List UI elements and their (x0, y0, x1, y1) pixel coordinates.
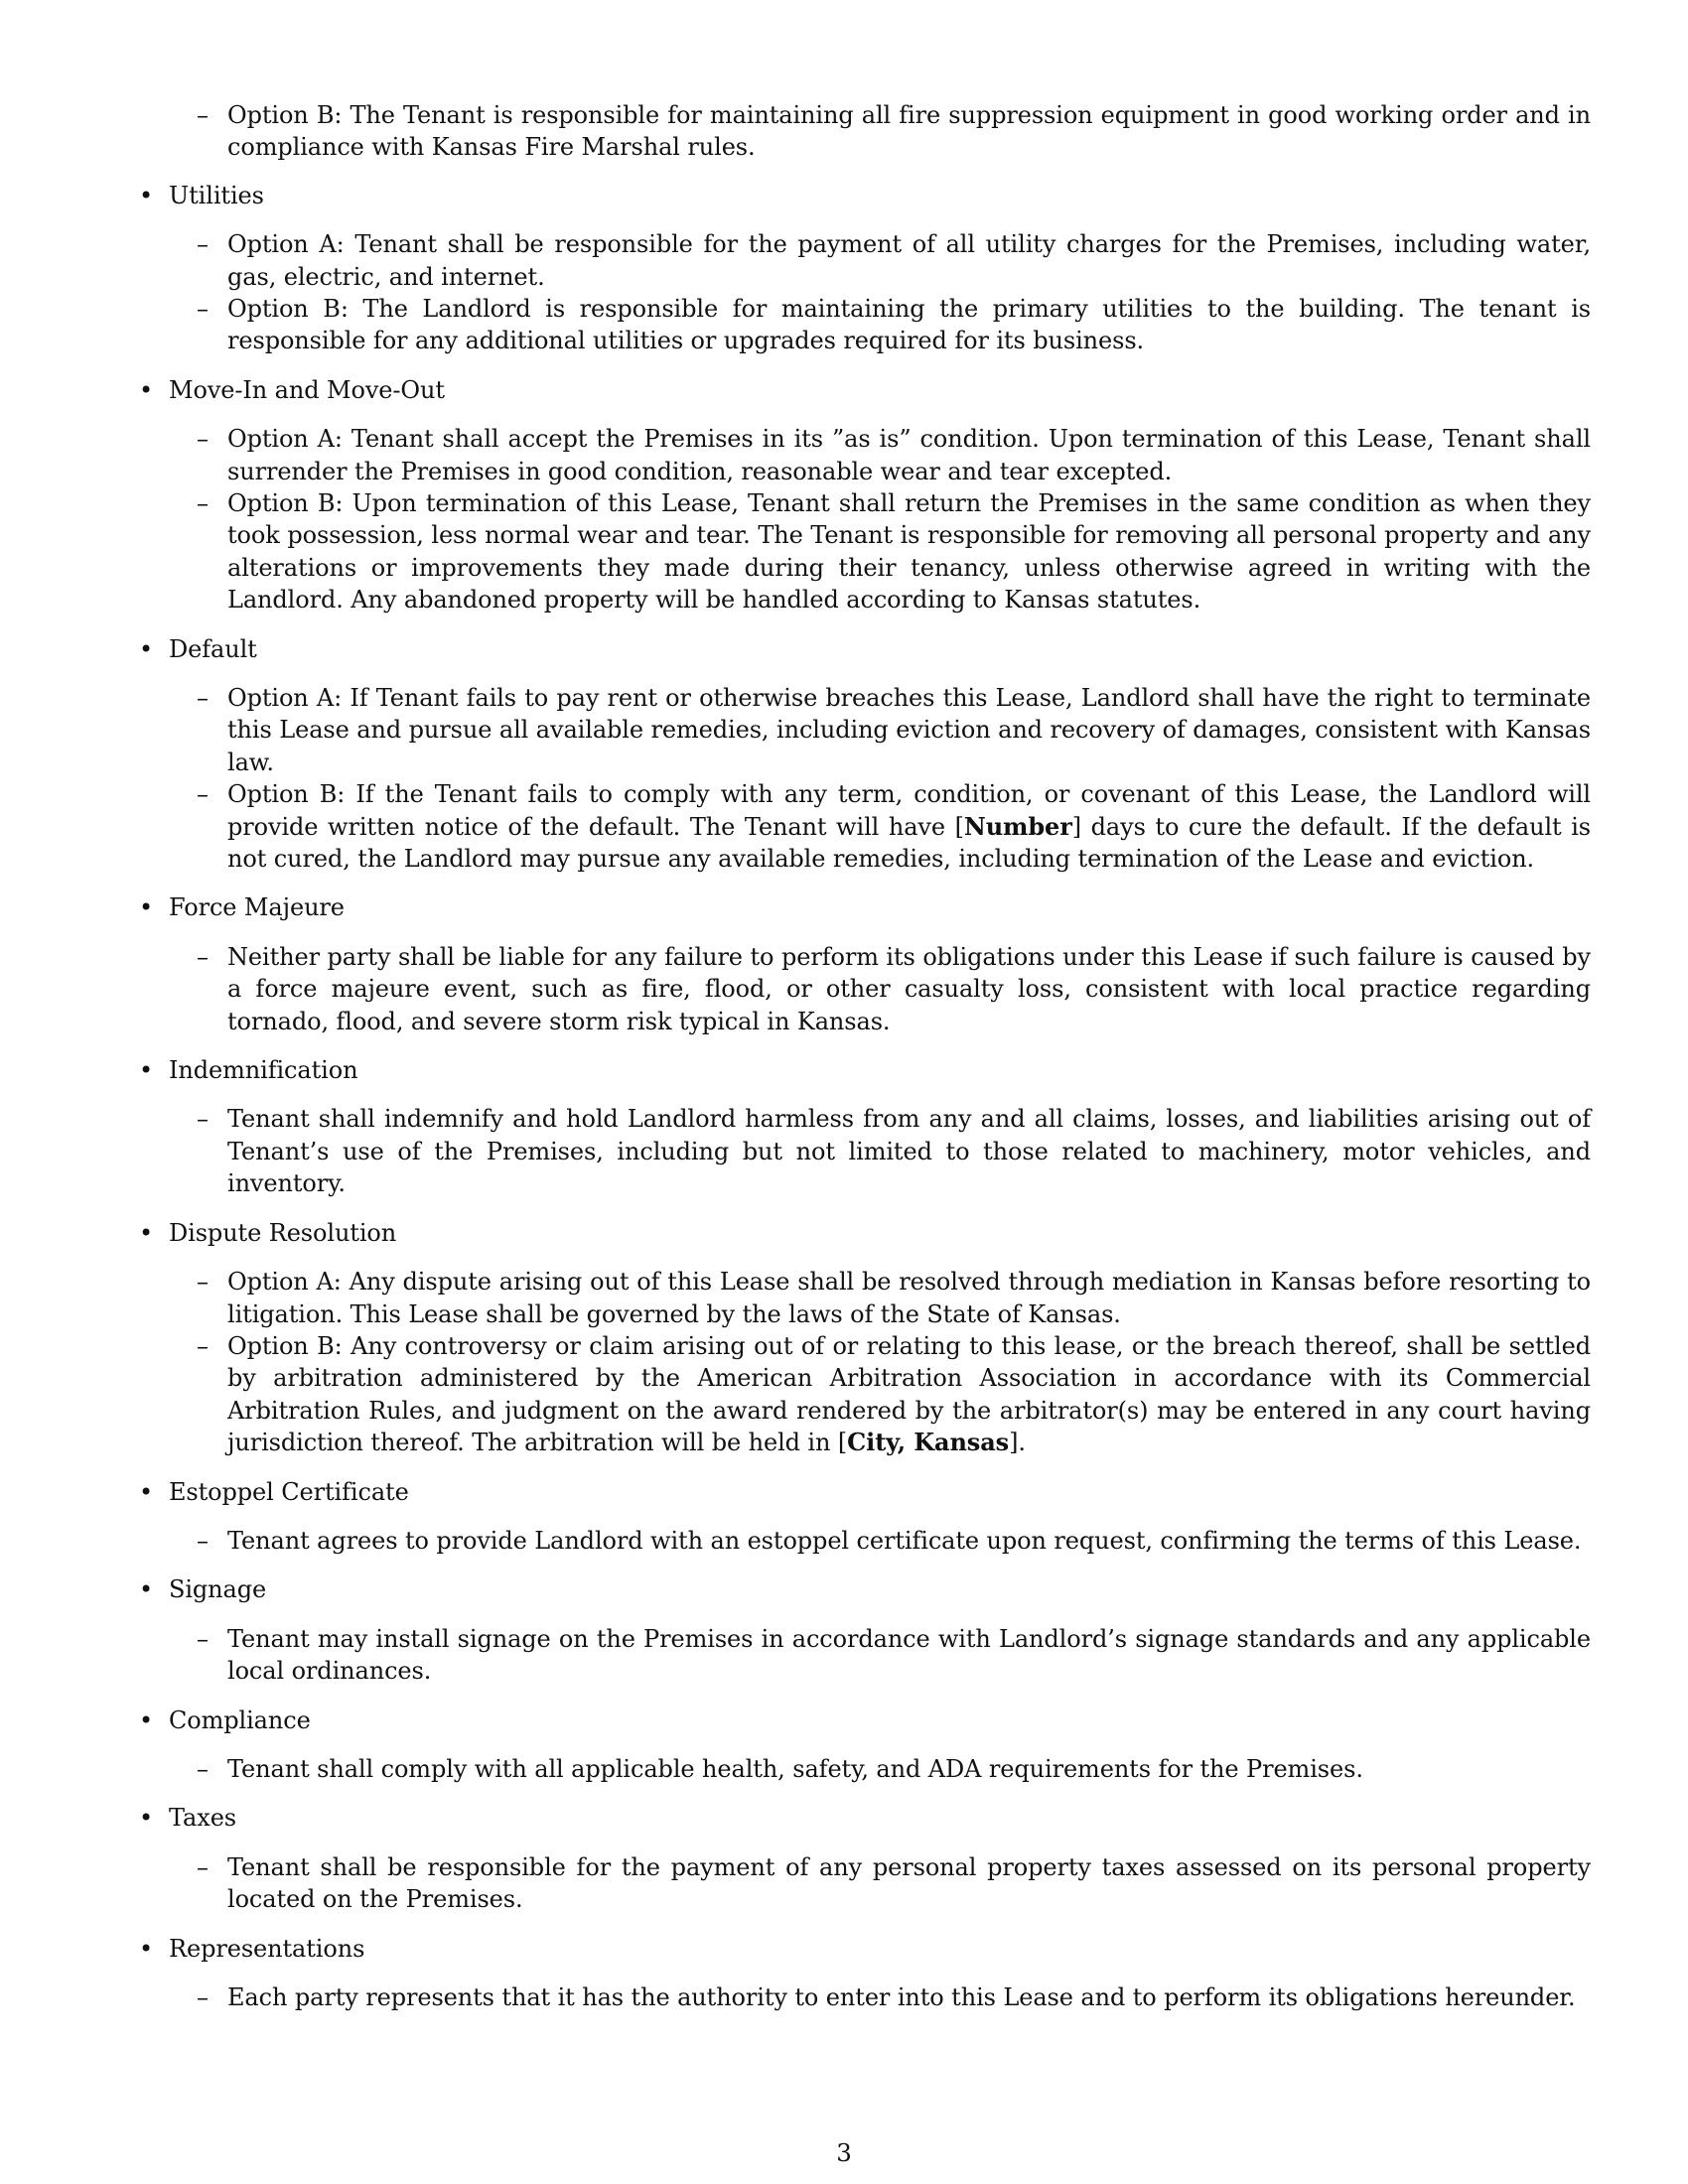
section-title: Force Majeure (169, 893, 345, 922)
bullet-marker: • (139, 1934, 154, 1963)
subitem-list (197, 1851, 1591, 1916)
dash-marker: – (197, 489, 209, 518)
subitem-text: Option A: Tenant shall be responsible for the payment of all utility charges for the Premises, including water, gas, electric, and internet. (227, 230, 1591, 291)
subitem-text: Each party represents that it has the authority to enter into this Lease and to perform its obligations hereunder. (227, 1982, 1576, 2011)
dash-marker: – (197, 101, 209, 129)
subitem-list (197, 1103, 1591, 1199)
section-estoppel-certificate (135, 1476, 1591, 1558)
section-title: Default (169, 634, 257, 663)
section-force-majeure (135, 891, 1591, 1037)
subitem-list (197, 1623, 1591, 1688)
subitem-text: ]. (1009, 1429, 1026, 1457)
subitem-text: Tenant shall indemnify and hold Landlord harmless from any and all claims, losses, and liabilities arising out of Tenant’s use of the Premises, including but not limited to those related to machinery, motor vehicles, and inventory. (227, 1105, 1591, 1198)
subitem-list (197, 1525, 1591, 1557)
subitem-list (197, 1266, 1591, 1458)
section-heading (135, 374, 1591, 406)
section-title: Representations (169, 1934, 365, 1963)
dash-marker: – (197, 684, 209, 713)
subitem-list (197, 682, 1592, 875)
section-dispute-resolution (135, 1217, 1591, 1459)
dash-marker: – (197, 1105, 209, 1134)
dash-marker: – (197, 1852, 209, 1881)
bullet-marker: • (139, 1477, 154, 1506)
section-title: Utilities (169, 181, 264, 209)
section-title: Indemnification (169, 1056, 358, 1085)
subitem (197, 778, 1592, 875)
section-representations (135, 1933, 1591, 2014)
subitem-text: Option A: Tenant shall accept the Premises in its ”as is” condition. Upon termination of this Lease, Tenant shall surrender the Premises in good condition, reasonable wear and tear excepted. (227, 425, 1591, 485)
section-title: Compliance (169, 1706, 311, 1734)
section-compliance (135, 1705, 1591, 1786)
subitem-text: Tenant agrees to provide Landlord with an estoppel certificate upon request, confirming the terms of this Lease. (227, 1526, 1582, 1555)
dash-marker: – (197, 230, 209, 259)
section-title: Taxes (169, 1804, 237, 1833)
subitem-text: Option A: Any dispute arising out of this Lease shall be resolved through mediation in Kansas before resorting to litigation. This Lease shall be governed by the laws of the State of Kansas. (227, 1268, 1591, 1328)
section-title: Signage (169, 1575, 267, 1604)
bullet-marker: • (139, 181, 154, 209)
subitem (197, 1851, 1591, 1916)
section-taxes (135, 1802, 1591, 1915)
subitem (197, 1330, 1591, 1459)
dash-marker: – (197, 1526, 209, 1555)
subitem (197, 682, 1591, 778)
dash-marker: – (197, 295, 209, 324)
subitem-text: Option A: If Tenant fails to pay rent or otherwise breaches this Lease, Landlord shall have the right to terminate this Lease and pursue all available remedies, including eviction and recovery of damages, consistent with Kansas law. (227, 684, 1591, 776)
lead-subitem (197, 99, 1591, 164)
dash-marker: – (197, 1754, 209, 1783)
section-utilities (135, 180, 1591, 357)
subitem-text: ] days to cure the default. If the default is not cured, the Landlord may pursue any available remedies, including termination of the Lease and eviction. (227, 812, 1592, 874)
subitem-list (197, 423, 1591, 615)
section-indemnification (135, 1054, 1591, 1200)
section-heading (135, 633, 1591, 665)
subitem-text: Option B: Any controversy or claim arising out of or relating to this lease, or the breach thereof, shall be settled by arbitration administered by the American Arbitration Association in accordance with its Commercial Arbitration Rules, and judgment on the award rendered by the arbitrator(s) may be entered in any court having jurisdiction thereof. The arbitration will be held in [ (227, 1331, 1591, 1457)
bullet-marker: • (139, 1218, 154, 1247)
section-heading (135, 1476, 1591, 1508)
subitem-text: Neither party shall be liable for any failure to perform its obligations under this Lease if such failure is caused by a force majeure event, such as fire, flood, or other casualty loss, consistent with local practice regarding tornado, flood, and severe storm risk typical in Kansas. (227, 942, 1591, 1035)
subitem (197, 293, 1591, 357)
subitem-list (197, 228, 1591, 357)
bullet-marker: • (139, 375, 154, 404)
section-heading (135, 1573, 1591, 1605)
subitem (197, 1623, 1591, 1688)
section-heading (135, 1933, 1591, 1965)
subitem (197, 487, 1591, 616)
section-heading (135, 1705, 1591, 1736)
section-signage (135, 1573, 1591, 1687)
section-list (135, 180, 1591, 2014)
subitem (197, 1525, 1591, 1557)
document-content (135, 99, 1591, 2030)
dash-marker: – (197, 1982, 209, 2011)
subitem (197, 1266, 1591, 1330)
placeholder-field: City, Kansas (847, 1428, 1010, 1457)
section-title: Dispute Resolution (169, 1218, 397, 1247)
dash-marker: – (197, 780, 209, 809)
subitem (197, 228, 1591, 293)
section-title: Estoppel Certificate (169, 1477, 409, 1506)
section-heading (135, 1054, 1591, 1086)
subitem-list (197, 1981, 1591, 2013)
bullet-marker: • (139, 634, 154, 663)
section-title: Move-In and Move-Out (169, 375, 445, 404)
subitem-text: Option B: If the Tenant fails to comply with any term, condition, or covenant of this Lease, the Landlord will provide written notice of the default. The Tenant will have [ (227, 780, 1591, 841)
section-heading (135, 891, 1591, 923)
page-number: 3 (836, 2138, 852, 2167)
dash-marker: – (197, 425, 209, 454)
subitem-list (197, 941, 1591, 1037)
section-heading (135, 1217, 1591, 1249)
bullet-marker: • (139, 1056, 154, 1085)
subitem (197, 941, 1591, 1037)
bullet-marker: • (139, 1575, 154, 1604)
dash-marker: – (197, 1268, 209, 1297)
subitem (197, 423, 1591, 487)
subitem (197, 1753, 1591, 1785)
subitem-text: Option B: The Landlord is responsible for maintaining the primary utilities to the building. The tenant is responsible for any additional utilities or upgrades required for its business. (227, 295, 1591, 355)
bullet-marker: • (139, 1706, 154, 1734)
lead-subitem-text: Option B: The Tenant is responsible for maintaining all fire suppression equipment in good working order and in compliance with Kansas Fire Marshal rules. (227, 101, 1591, 162)
placeholder-field: Number (963, 811, 1072, 841)
dash-marker: – (197, 1331, 209, 1360)
section-heading (135, 180, 1591, 211)
dash-marker: – (197, 942, 209, 971)
dash-marker: – (197, 1624, 209, 1653)
bullet-marker: • (139, 893, 154, 922)
subitem (197, 1981, 1591, 2013)
subitem-text: Tenant may install signage on the Premises in accordance with Landlord’s signage standards and any applicable local ordinances. (227, 1624, 1591, 1686)
subitem-list (197, 1753, 1591, 1785)
subitem-text: Option B: Upon termination of this Lease, Tenant shall return the Premises in the same condition as when they took possession, less normal wear and tear. The Tenant is responsible for removing all personal property and any alterations or improvements they made during their tenancy, unless otherwise agreed in writing with the Landlord. Any abandoned property will be handled according to Kansas statutes. (227, 489, 1591, 614)
bullet-marker: • (139, 1804, 154, 1833)
subitem (197, 1103, 1591, 1199)
section-default (135, 633, 1591, 876)
section-move-in-and-move-out (135, 374, 1591, 616)
section-heading (135, 1802, 1591, 1834)
subitem-text: Tenant shall comply with all applicable health, safety, and ADA requirements for the Premises. (227, 1754, 1363, 1783)
subitem-text: Tenant shall be responsible for the payment of any personal property taxes assessed on its personal property located on the Premises. (227, 1852, 1591, 1914)
